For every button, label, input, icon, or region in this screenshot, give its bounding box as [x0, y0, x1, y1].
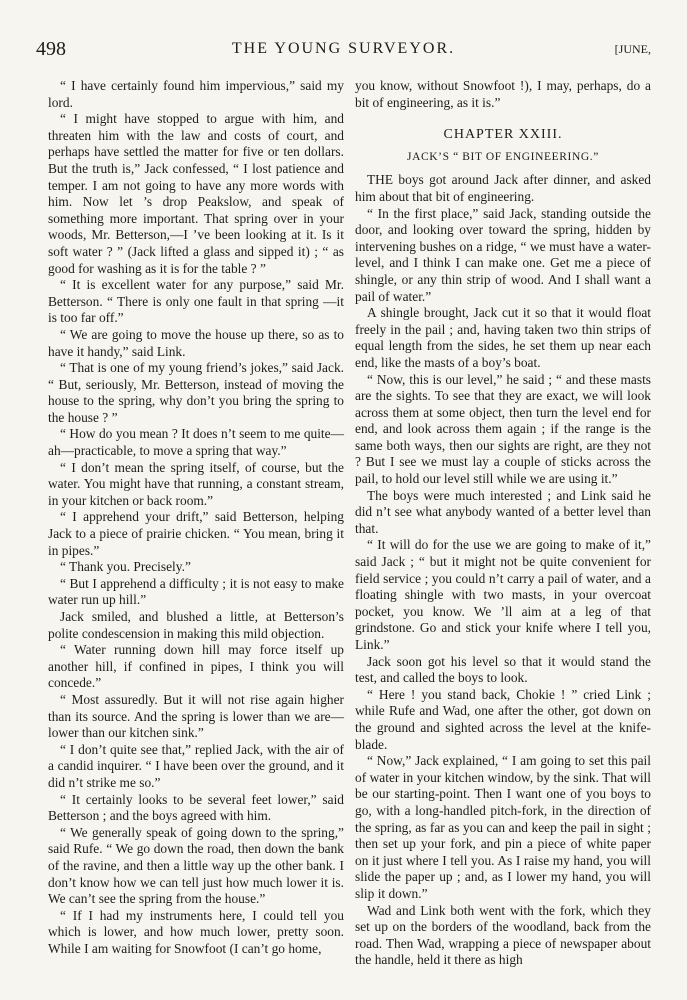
running-header [36, 38, 651, 68]
right-column [355, 78, 651, 969]
paragraph: “ That is one of my young friend’s jokes,” said Jack. “ But, seriously, Mr. Betterson, instead of moving the house to the spring, why don’t you bring the spring to the house ? ” [48, 360, 344, 425]
paragraph: “ We generally speak of going down to the spring,” said Rufe. “ We go down the road, then down the bank of the ravine, and then a little way up the other bank. I don’t know how we can tell just how much lower it is. We can’t see the spring from the house.” [48, 824, 344, 907]
paragraph: “ It certainly looks to be several feet lower,” said Betterson ; and the boys agreed with him. [48, 791, 344, 824]
paragraph: Jack soon got his level so that it would stand the test, and called the boys to look. [355, 653, 651, 686]
paragraph: A shingle brought, Jack cut it so that it would float freely in the pail ; and, having taken two thin strips of equal length from the sides, he set them up near each end, like the masts of a boy’s boat. [355, 305, 651, 370]
paragraph: THE boys got around Jack after dinner, and asked him about that bit of engineering. [355, 172, 651, 204]
paragraph: “ In the first place,” said Jack, standing outside the door, and looking over toward the spring, hidden by intervening bushes on a ridge, “ we must have a water-level, and I think I can make one. Get me a piece of shingle, or any thin strip of wood. And I shall want a pail of water.” [355, 205, 651, 304]
paragraph: “ It will do for the use we are going to make of it,” said Jack ; “ but it might not be quite convenient for field service ; you could n’t carry a pail of water, and a floating shingle with two masts, in your overcoat pocket, you know. We ’ll aim at a leg of that grindstone. Go and stick your knife where I tell you, Link.” [355, 537, 651, 652]
paragraph: “ I might have stopped to argue with him, and threaten him with the law and costs of court, and perhaps have settled the matter for five or ten dollars. But the truth is,” Jack confessed, “ I lost patience and temper. I am not going to have any more words with him. Now let ’s drop Peakslow, and speak of something more important. That spring over in your woods, Mr. Betterson,—I ’ve been looking at it. Is it soft water ? ” (Jack lifted a glass and sipped it) ; “ as good for washing as it is for the table ? ” [48, 111, 344, 276]
paragraph: “ Most assuredly. But it will not rise again higher than its source. And the spring is lower than we are—lower than our kitchen sink.” [48, 691, 344, 741]
running-title: THE YOUNG SURVEYOR. [231, 40, 456, 57]
page-number: 498 [36, 38, 66, 60]
chapter-heading: CHAPTER XXIII. [443, 127, 563, 143]
paragraph: “ Thank you. Precisely.” [60, 559, 191, 575]
paragraph: “ Water running down hill may force itself up another hill, if confined in pipes, I think you will concede.” [48, 642, 344, 691]
paragraph: “ Here ! you stand back, Chokie ! ” cried Link ; while Rufe and Wad, one after the other, got down on the ground and sighted across the level at the knife-blade. [355, 686, 651, 752]
paragraph: “ I don’t quite see that,” replied Jack, with the air of a candid inquirer. “ I have been over the ground, and it did n’t strike me so.” [48, 741, 344, 790]
paragraph: “ Now, this is our level,” he said ; “ and these masts are the sights. To see that they are exact, we will look across them at some object, then turn the level end for end, and look across them again ; if the range is the same both ways, then our sights are right, are they not ? But I see we must lay a couple of sticks across the pail, to hold our level still while we are using it.” [355, 371, 651, 487]
continued-paragraph: you know, without Snowfoot !), I may, perhaps, do a bit of engineering, as it is.” [355, 78, 651, 110]
paragraph: “ If I had my instruments here, I could tell you which is lower, and how much lower, pretty soon. While I am waiting for Snowfoot (I can’t go home, [48, 907, 344, 956]
paragraph: “ I have certainly found him impervious,” said my lord. [48, 78, 344, 110]
paragraph: “ I apprehend your drift,” said Betterson, helping Jack to a piece of prairie chicken. “ You mean, bring it in pipes.” [48, 509, 344, 558]
paragraph: “ How do you mean ? It does n’t seem to me quite—ah—practicable, to move a spring that way.” [48, 426, 344, 459]
chapter-title: JACK’S “ BIT OF ENGINEERING.” [407, 150, 599, 163]
paragraph: Wad and Link both went with the fork, which they set up on the borders of the woodland, back from the road. Then Wad, wrapping a piece of newspaper about the handle, held it there as high [355, 902, 651, 968]
left-column [48, 78, 344, 957]
paragraph: Jack smiled, and blushed a little, at Betterson’s polite condescension in making this mild objection. [48, 609, 344, 641]
paragraph: “ Now,” Jack explained, “ I am going to set this pail of water in your kitchen window, by the sink. That will be our starting-point. Then I want one of you boys to go, with a long-handled pitch-fork, in the direction of the spring, as far as you can and keep the pail in sight ; then set up your fork, and pin a piece of white paper on it just where I tell you. As I raise my hand, you will slide the paper up ; and, as I lower my hand, you will slip it down.” [355, 753, 651, 901]
issue-month: [JUNE, [614, 42, 651, 56]
paragraph: “ I don’t mean the spring itself, of course, but the water. You might have that running, a constant stream, in your kitchen or back room.” [48, 459, 344, 508]
paragraph: The boys were much interested ; and Link said he did n’t see what anybody wanted of a better level than that. [355, 487, 651, 536]
paragraph: “ But I apprehend a difficulty ; it is not easy to make water run up hill.” [48, 575, 344, 608]
paragraph: “ It is excellent water for any purpose,” said Mr. Betterson. “ There is only one fault in that spring —it is too far off.” [48, 277, 344, 326]
paragraph: “ We are going to move the house up there, so as to have it handy,” said Link. [48, 326, 344, 359]
